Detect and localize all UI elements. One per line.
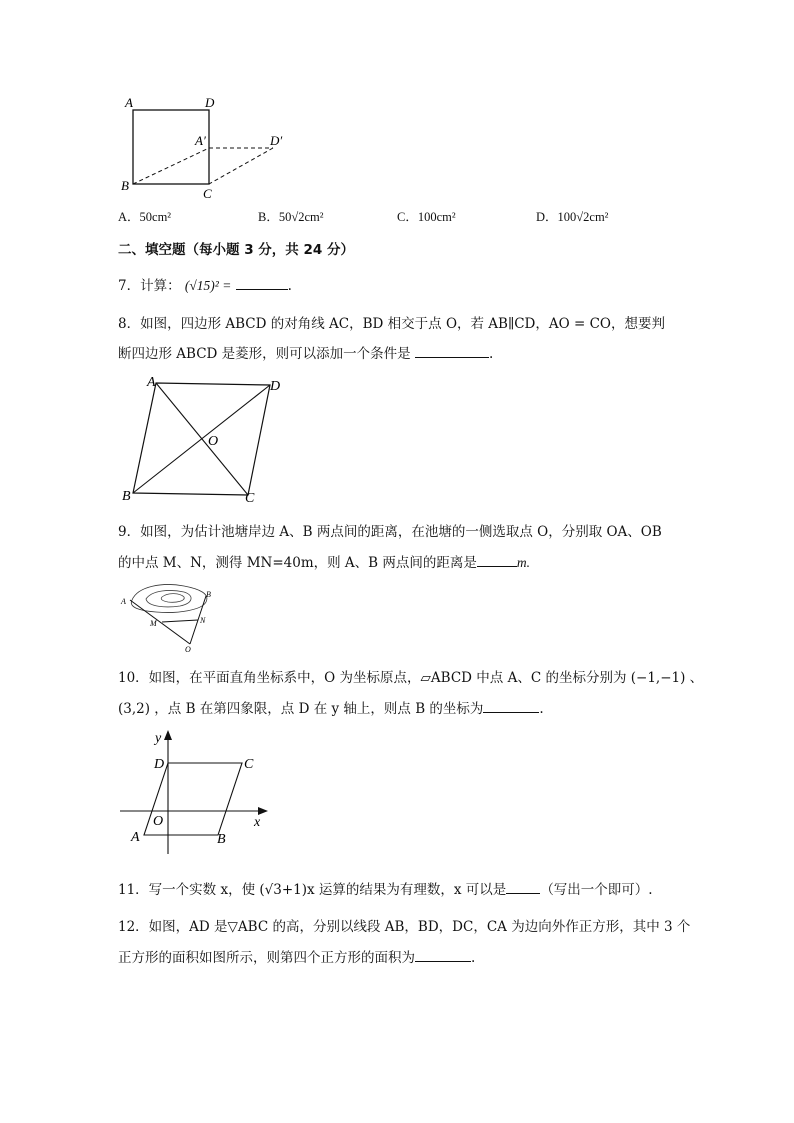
option-a[interactable]: A．50cm² <box>118 210 172 224</box>
q11-answer-blank[interactable] <box>506 881 540 894</box>
fig4-label-c: C <box>244 757 254 772</box>
fig1-label-a: A <box>125 95 133 110</box>
question-9-line1: 9．如图，为估计池塘岸边 A、B 两点间的距离，在池塘的一侧选取点 O，分别取 OA、OB <box>118 524 662 540</box>
option-b[interactable]: B．50√2cm² <box>258 210 324 224</box>
question-7: 7．计算： (√15)² = . <box>118 278 292 294</box>
fig3-label-o: O <box>185 645 191 652</box>
fig1-label-d-prime: D′ <box>270 133 283 148</box>
question-12-line1: 12．如图，AD 是▽ABC 的高，分别以线段 AB，BD，DC，CA 为边向外作正方形，其中 3 个 <box>118 919 691 935</box>
option-d[interactable]: D．100√2cm² <box>536 210 609 224</box>
question-10-line2: (3,2) ，点 B 在第四象限，点 D 在 y 轴上，则点 B 的坐标为 . <box>118 701 544 717</box>
fig3-label-b: B <box>206 590 211 599</box>
fig2-label-d: D <box>270 379 281 394</box>
fig2-label-b: B <box>122 489 131 504</box>
fig4-label-b: B <box>217 832 226 847</box>
figure-pond <box>118 578 228 652</box>
fig4-label-a: A <box>131 830 140 845</box>
figure-rhombus <box>118 370 298 506</box>
fig2-label-o: O <box>208 434 219 449</box>
fig1-label-c: C <box>203 186 212 201</box>
option-c[interactable]: C．100cm² <box>397 210 456 224</box>
question-10-line1: 10．如图，在平面直角坐标系中，O 为坐标原点，▱ABCD 中点 A、C 的坐标分别为 (−1,−1) 、 <box>118 670 704 686</box>
fig4-label-o: O <box>153 814 164 829</box>
fig2-label-c: C <box>245 491 255 506</box>
q8-answer-blank[interactable] <box>415 345 489 358</box>
q10-answer-blank[interactable] <box>483 700 539 713</box>
fig4-label-d: D <box>154 757 165 772</box>
q12-answer-blank[interactable] <box>415 949 471 962</box>
figure-square-parallelogram <box>115 92 295 202</box>
fig1-label-a-prime: A′ <box>195 133 206 148</box>
fig4-label-y: y <box>155 731 162 746</box>
question-8-line2: 断四边形 ABCD 是菱形，则可以添加一个条件是 . <box>118 346 494 362</box>
fig3-label-a: A <box>121 597 126 606</box>
fig3-label-m: M <box>150 619 157 628</box>
fig4-label-x: x <box>254 815 261 830</box>
q7-answer-blank[interactable] <box>236 277 288 290</box>
fig2-label-a: A <box>147 375 156 390</box>
figure-coordinate-plane <box>118 726 278 858</box>
q7-expression: (√15)² = <box>184 278 232 293</box>
question-8-line1: 8．如图，四边形 ABCD 的对角线 AC，BD 相交于点 O，若 AB∥CD，AO = CO，想要判 <box>118 316 665 332</box>
question-9-line2: 的中点 M、N，测得 MN=40m，则 A、B 两点间的距离是 m. <box>118 555 531 571</box>
q9-answer-blank[interactable] <box>477 554 517 567</box>
fig3-label-n: N <box>200 616 206 625</box>
section-title: 二、填空题（每小题 3 分，共 24 分） <box>118 242 354 258</box>
question-11: 11．写一个实数 x，使 (√3+1)x 运算的结果为有理数，x 可以是 （写出一个即可）. <box>118 882 653 898</box>
question-12-line2: 正方形的面积如图所示，则第四个正方形的面积为 . <box>118 950 476 966</box>
fig1-label-b: B <box>121 178 129 193</box>
fig1-label-d: D <box>205 95 215 110</box>
